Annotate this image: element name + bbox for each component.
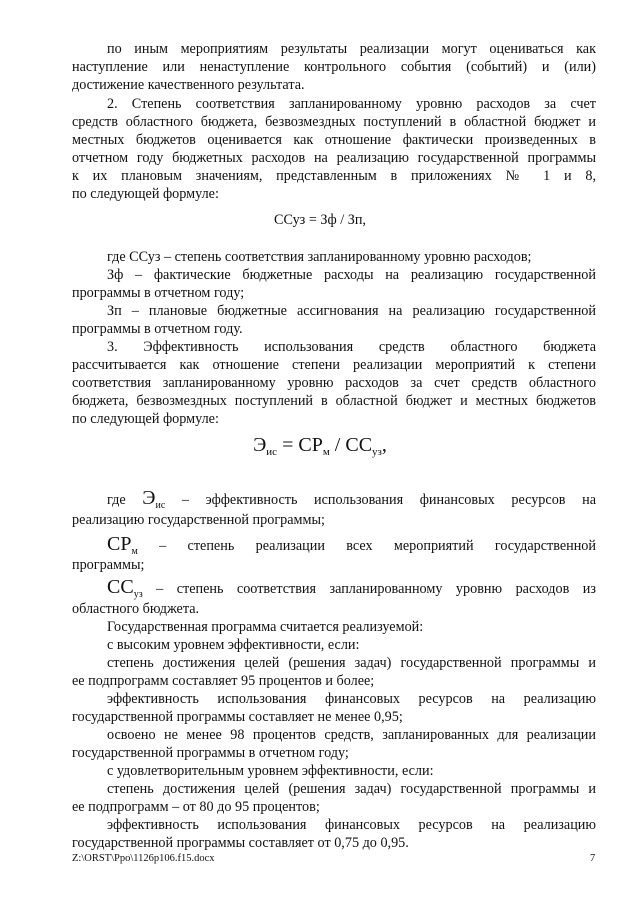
footer-file-path: Z:\ORST\Ppo\1126p106.f15.docx [72,853,215,864]
definition-symbol [107,533,138,555]
text-line: средств областного бюджета, безвозмездных поступлений в областной бюджет и [72,114,596,130]
formula-symbol: СР [298,434,323,456]
formula-operator: / [329,434,346,456]
text-line: ее подпрограмм составляет 95 процентов и более; [72,673,375,689]
text-line: 2. Степень соответствия запланированному уровню расходов за счет [107,96,596,112]
formula-symbol: СС [345,434,373,456]
text-line: ее подпрограмм – от 80 до 95 процентов; [72,799,320,815]
text-line: с удовлетворительным уровнем эффективности, если: [107,763,434,779]
symbol-sub: ис [155,500,166,511]
text-line: 3. Эффективность использования средств областного бюджета [107,339,596,355]
text-line: государственной программы в отчетном году; [72,745,349,761]
text-line: программы; [72,557,145,573]
text-line: достижение качественного результата. [72,77,305,93]
text-line: к их плановым значениям, представленным в приложениях № 1 и 8, [72,168,596,184]
symbol-main: СР [107,533,132,555]
formula-punct: , [381,434,387,456]
formula-symbol: Э [253,434,267,456]
formula-subscript: м [322,446,330,458]
text-line: эффективность использования финансовых ресурсов на реализацию [107,817,596,833]
formula-efficiency [0,434,640,458]
text-line: реализацию государственной программы; [72,512,325,528]
text-line: наступление или ненаступление контрольного события (событий) и (или) [72,59,596,75]
text-line: освоено не менее 98 процентов средств, запланированных для реализации [107,727,596,743]
text-line: степень достижения целей (решения задач) государственной программы и [107,655,596,671]
text-line: где ССуз – степень соответствия запланированному уровню расходов; [107,249,532,265]
text-line: соответствия запланированному уровню расходов за счет средств областного [72,375,596,391]
text-line: Зф – фактические бюджетные расходы на реализацию государственной [107,267,596,283]
text-line: местных бюджетов оценивается как отношение фактически произведенных в [72,132,596,148]
symbol-main: СС [107,576,134,598]
formula-subscript: уз [372,446,382,458]
text-line: по следующей формуле: [72,186,219,202]
formula-subscript: ис [266,446,278,458]
text-line: Зп – плановые бюджетные ассигнования на реализацию государственной [107,303,596,319]
text-line: бюджета, безвозмездных поступлений в областной бюджет и местных бюджетов [72,393,596,409]
definition-text: – эффективность использования финансовых ресурсов на [181,492,596,508]
text-line: по иным мероприятиям результаты реализации могут оцениваться как [107,41,596,57]
text-line: с высоким уровнем эффективности, если: [107,637,360,653]
text-line: степень достижения целей (решения задач) государственной программы и [107,781,596,797]
text-line: эффективность использования финансовых ресурсов на реализацию [107,691,596,707]
definition-symbol [107,576,143,598]
definition-symbol [142,487,165,509]
formula-operator: = [277,434,299,456]
formula-budget-compliance: ССуз = Зф / Зп, [274,212,366,228]
text-line: рассчитывается как отношение степени реализации мероприятий к степени [72,357,596,373]
symbol-main: Э [142,487,156,509]
text-line: государственной программы составляет не менее 0,95; [72,709,403,725]
text-line: программы в отчетном году; [72,285,245,301]
text-line: Государственная программа считается реализуемой: [107,619,424,635]
text-line: областного бюджета. [72,601,200,617]
symbol-sub: уз [133,589,143,600]
definition-text: – степень реализации всех мероприятий государственной [159,538,596,554]
text-line: по следующей формуле: [72,411,219,427]
definition-text: – степень соответствия запланированному уровню расходов из [156,581,596,597]
symbol-sub: м [131,546,138,557]
definition-where: где [107,492,126,508]
text-line: программы в отчетном году. [72,321,243,337]
footer-page-number: 7 [590,853,596,864]
text-line: отчетном году бюджетных расходов на реализацию государственной программы [72,150,596,166]
text-line: государственной программы составляет от 0,75 до 0,95. [72,835,409,851]
